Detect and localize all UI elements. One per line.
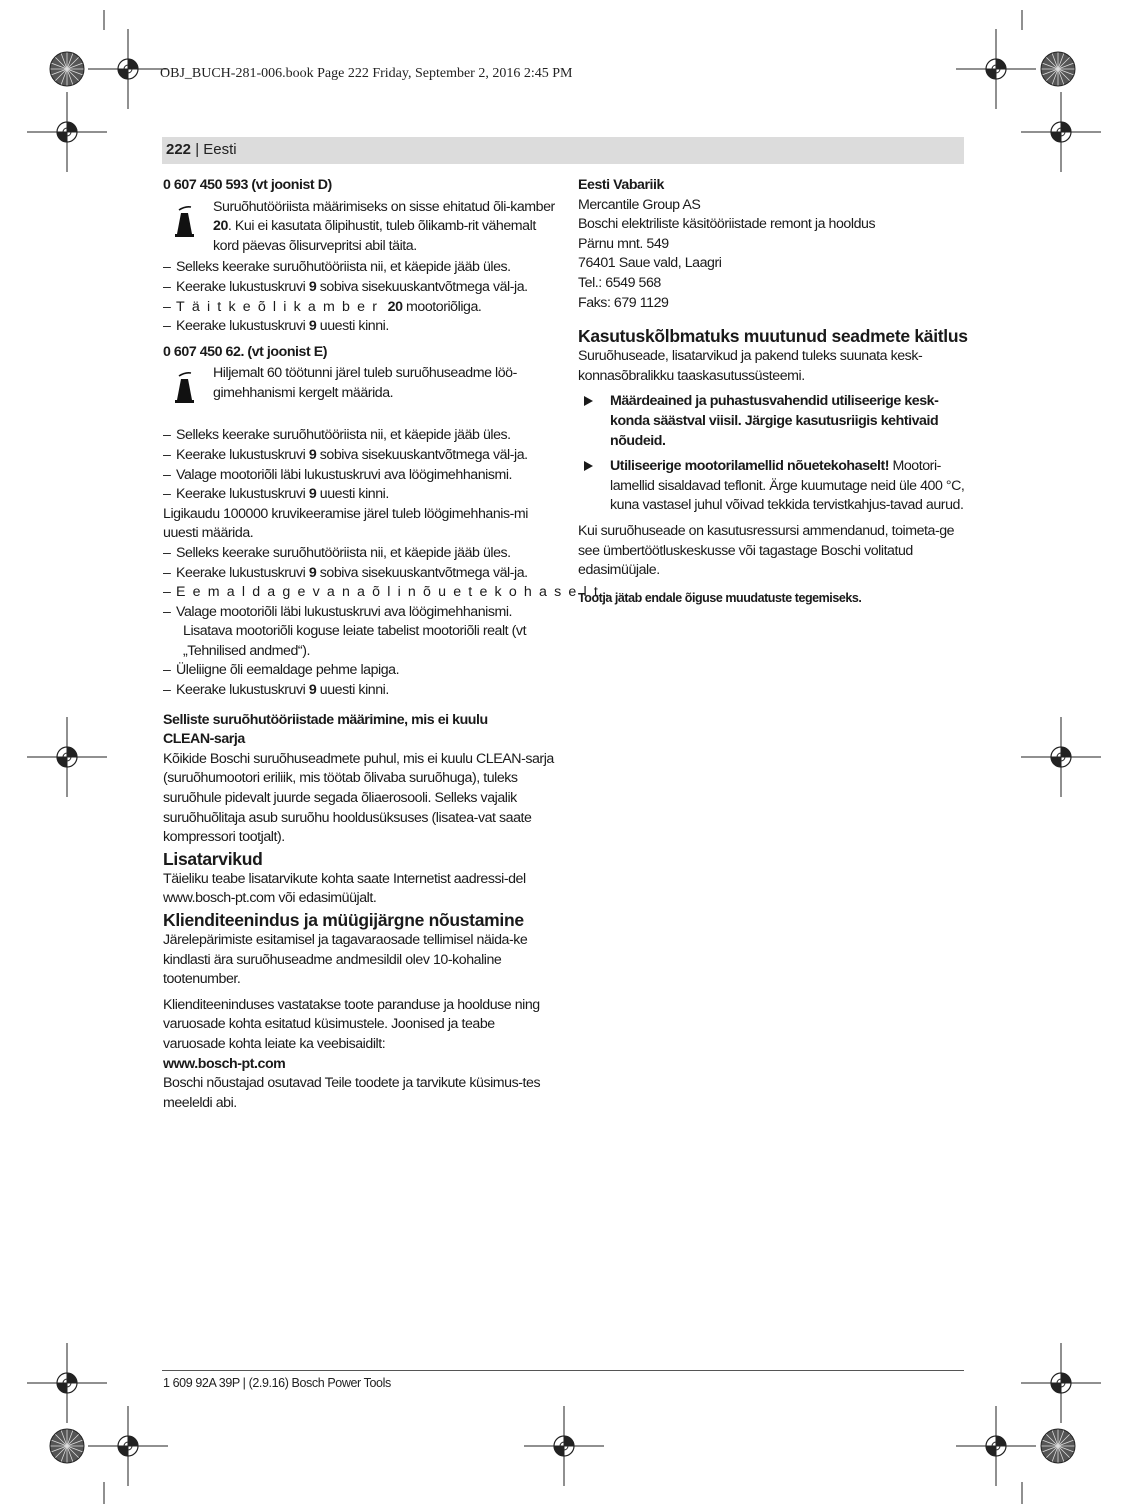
paragraph-accessories: Täieliku teabe lisatarvikute kohta saate Internetist aadressi-del www.bosch-pt.com või edasimüüjalt.: [163, 870, 526, 907]
warning-bullet: Määrdeained ja puhastusvahendid utiliseerige kesk-konda säästval viisil. Järgige kasutusriigis kehtivaid nõudeid.: [578, 392, 970, 451]
footer-divider: [162, 1370, 964, 1371]
rights-note: Tootja jätab endale õiguse muudatuste tegemiseks.: [578, 590, 862, 605]
list-item: – Üleliigne õli eemaldage pehme lapiga.: [163, 662, 400, 679]
list-item-spaced: – Eemaldagevanaõlinõuetekohaselt.: [163, 584, 617, 601]
oil-note-d-text: [213, 198, 555, 257]
page-header-bar: [162, 137, 964, 164]
list-item: – Valage mootoriõli läbi lukustuskruvi ava löögimehhanismi.: [163, 603, 513, 620]
section-heading-accessories: Lisatarvikud: [163, 848, 263, 869]
bullet-arrow-icon: [584, 461, 593, 471]
print-slug-line: OBJ_BUCH-281-006.book Page 222 Friday, September 2, 2016 2:45 PM: [160, 66, 573, 81]
contact-heading: Eesti Vabariik: [578, 177, 664, 193]
paragraph-disposal: Suruõhuseade, lisatarvikud ja pakend tuleks suunata kesk-konnasõbralikku taaskasutussüsteemi.: [578, 348, 923, 384]
page-header: [166, 141, 237, 158]
contact-line: 76401 Saue vald, Laagri: [578, 255, 722, 272]
contact-line: Boschi elektriliste käsitööriistade remont ja hooldus: [578, 216, 876, 233]
paragraph-recycling: Kui suruõhuseade on kasutusressursi ammendanud, toimeta-ge see ümbertöötluskeskusse või tagastage Boschi volitatud edasimüüjale.: [578, 522, 955, 579]
list-item: – Keerake lukustuskruvi 9 uuesti kinni.: [163, 682, 389, 699]
list-item: – Selleks keerake suruõhutööriista nii, et käepide jääb üles.: [163, 259, 511, 276]
service-url: www.bosch-pt.com: [163, 1055, 286, 1072]
paragraph-service-3: Boschi nõustajad osutavad Teile toodete ja tarvikute küsimus-tes meeleldi abi.: [163, 1075, 541, 1111]
list-item: – Valage mootoriõli läbi lukustuskruvi ava löögimehhanismi.: [163, 466, 513, 483]
list-item: – Keerake lukustuskruvi 9 sobiva sisekuuskantvõtmega väl-ja.: [163, 446, 528, 463]
list-item: – Keerake lukustuskruvi 9 sobiva sisekuuskantvõtmega väl-ja.: [163, 564, 528, 581]
oil-can-icon: [173, 204, 199, 238]
list-item: – Keerake lukustuskruvi 9 sobiva sisekuuskantvõtmega väl-ja.: [163, 278, 528, 295]
list-item: – Keerake lukustuskruvi 9 uuesti kinni.: [163, 486, 389, 503]
section-heading-e: 0 607 450 62. (vt joonist E): [163, 343, 328, 360]
header-separator: |: [191, 141, 204, 158]
list-item: – Selleks keerake suruõhutööriista nii, et käepide jääb üles.: [163, 427, 511, 444]
warning-bullet: Utiliseerige mootorilamellid nõuetekohaselt! Mootori-lamellid sisaldavad teflonit. Ärge kuumutage neid üle 400 °C, kuna vastasel juhul võivad tekkida tervistkahjus-tavad aurud.: [578, 457, 970, 516]
paragraph-service-1: Järelepärimiste esitamisel ja tagavaraosade tellimisel näida-ke kindlasti ära suruõhuseadme andmesildil olev 10-kohaline tootenumber.: [163, 932, 528, 988]
list-item: – Keerake lukustuskruvi 9 uuesti kinni.: [163, 318, 389, 335]
oil-note-e-text: Hiljemalt 60 töötunni järel tuleb suruõhuseadme löö-gimehhanismi kergelt määrida.: [213, 365, 517, 401]
contact-line: Pärnu mnt. 549: [578, 235, 669, 252]
contact-line: Tel.: 6549 568: [578, 274, 661, 291]
contact-line: Mercantile Group AS: [578, 196, 701, 213]
left-column: [163, 176, 617, 1113]
oil-can-icon: [173, 370, 199, 404]
section-heading-disposal: Kasutuskõlbmatuks muutunud seadmete käitlus: [578, 326, 968, 347]
contact-line: Faks: 679 1129: [578, 294, 669, 311]
paragraph-clean: Kõikide Boschi suruõhuseadmete puhul, mis ei kuulu CLEAN-sarja (suruõhumootori eriliik, mis töötab õlivaba suruõhuga), tuleks suruõhule pidevalt juurde segada õliaerosooli. Selleks vajalik suruõhuõlitaja asub suruõhu hooldusüksuses (lisatea-vat saate kompressori tootjalt).: [163, 750, 554, 846]
page-footer: 1 609 92A 39P | (2.9.16) Bosch Power Tools: [163, 1376, 391, 1390]
oil-note-d-num: 20: [213, 218, 228, 235]
oil-note-d-text-b: . Kui ei kasutata õlipihustit, tuleb õlikamb-rit vähemalt kord päevas õlisurvepritsi abil täita.: [213, 218, 536, 254]
header-language: Eesti: [203, 141, 237, 158]
paragraph-service-2: Klienditeeninduses vastatakse toote paranduse ja hoolduse ning varuosade kohta esitatud küsimustele. Joonised ja teabe varuosade kohta leiate ka veebisaidilt:: [163, 996, 540, 1052]
section-heading-clean: Selliste suruõhutööriistade määrimine, mis ei kuulu CLEAN-sarja: [163, 711, 488, 748]
page-number: 222: [166, 141, 192, 158]
list-item-spaced: – Täitkeõlikamber 20 mootoriõliga.: [163, 298, 482, 315]
list-item-subtext: Lisatava mootoriõli koguse leiate tabelist mootoriõli realt (vt „Tehnilised andmed“).: [183, 623, 527, 659]
bullet-arrow-icon: [584, 396, 593, 406]
section-heading-d: 0 607 450 593 (vt joonist D): [163, 177, 332, 193]
oil-note-d: [163, 198, 555, 257]
oil-note-d-text-a: Suruõhutööriista määrimiseks on sisse ehitatud õli-kamber: [213, 198, 555, 215]
paragraph-lubrication-interval: Ligikaudu 100000 kruvikeeramise järel tuleb löögimehhanis-mi uuesti määrida.: [163, 505, 528, 542]
oil-note-e: [163, 364, 555, 424]
list-item: – Selleks keerake suruõhutööriista nii, et käepide jääb üles.: [163, 544, 511, 561]
right-column: [578, 176, 970, 608]
section-heading-service: Klienditeenindus ja müügijärgne nõustamine: [163, 910, 524, 930]
